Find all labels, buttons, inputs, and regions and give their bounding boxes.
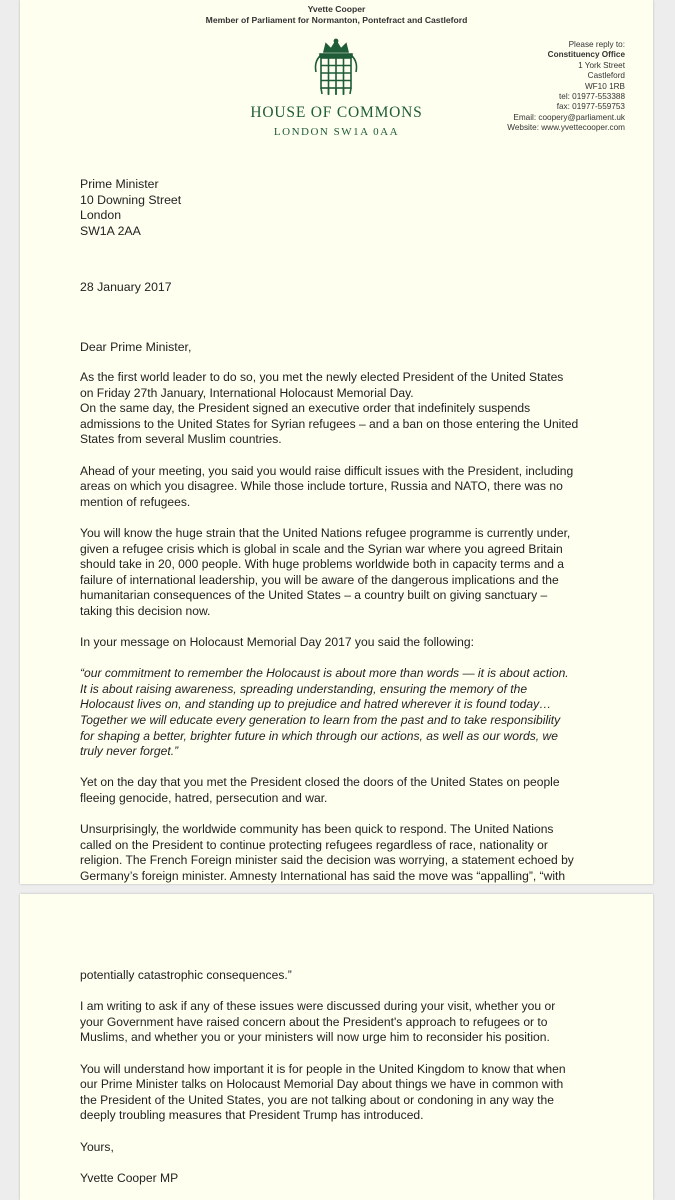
body-line: Germany’s foreign minister. Amnesty International has said the move was “appalling”, “with <box>80 869 566 883</box>
body-line: States from several Muslim countries. <box>80 432 282 447</box>
letter-page-1 <box>20 0 653 884</box>
letter-body-page-1 <box>80 370 620 885</box>
reply-label: Please reply to: <box>568 40 625 49</box>
body-line: called on the President to continue protecting refugees regardless of race, nationality or <box>80 837 548 852</box>
body-line: Yet on the day that you met the President closed the doors of the United States on people <box>80 775 560 790</box>
reply-tel: tel: 01977-553388 <box>558 92 625 102</box>
body-line: Unsurprisingly, the worldwide community has been quick to respond. The United Nations <box>80 822 554 837</box>
body-line: admissions to the United States for Syrian refugees – and a ban on those entering the United <box>80 416 579 431</box>
mp-name: Yvette Cooper <box>307 4 366 14</box>
body-line: should take in 20, 000 people. With huge problems worldwide both in capacity terms and a <box>80 557 565 572</box>
body-line: our Prime Minister talks on Holocaust Memorial Day about things we have in common with <box>80 1077 564 1092</box>
paragraph-2 <box>80 464 620 511</box>
quote-line: for shaping a better, brighter future in which through our actions, as well as our words, we <box>80 728 558 743</box>
body-line: You will know the huge strain that the United Nations refugee programme is currently under, <box>80 525 571 540</box>
letterhead-name <box>20 4 653 25</box>
body-line: religion. The French Foreign minister said the decision was worrying, a statement echoed by <box>80 853 574 868</box>
body-line: on Friday 27th January, International Holocaust Memorial Day. <box>80 385 414 400</box>
letter-date: 28 January 2017 <box>80 280 172 294</box>
letter-body-page-2 <box>80 968 625 1186</box>
body-line: areas on which you disagree. While those include torture, Russia and NATO, there was no <box>80 479 563 494</box>
recipient-address <box>80 177 181 239</box>
paragraph-4 <box>80 635 620 651</box>
quote-line: truly never forget.” <box>80 744 179 759</box>
reply-postcode: WF10 1RB <box>584 81 625 91</box>
body-line: humanitarian consequences of the United States – a country built on giving sanctuary – <box>80 588 548 603</box>
letter-page-2 <box>20 894 653 1200</box>
body-line: given a refugee crisis which is global in scale and the Syrian war where you agreed Britain <box>80 541 563 556</box>
recipient-line: London <box>80 208 122 222</box>
reply-street: 1 York Street <box>578 60 625 70</box>
body-line: mention of refugees. <box>80 494 191 509</box>
reply-email: Email: coopery@parliament.uk <box>513 112 625 122</box>
body-line: You will understand how important it is for people in the United Kingdom to know that when <box>80 1061 566 1076</box>
reply-office: Constituency Office <box>547 50 625 60</box>
body-line: taking this decision now. <box>80 603 211 618</box>
body-line: the President of the United States, you are not talking about or condoning in any way the <box>80 1092 554 1107</box>
reply-town: Castleford <box>587 71 625 81</box>
body-line: As the first world leader to do so, you met the newly elected President of the United States <box>80 370 564 384</box>
body-line: fleeing genocide, hatred, persecution and war. <box>80 791 328 806</box>
paragraph-3 <box>80 526 620 620</box>
reply-website: Website: www.yvettecooper.com <box>507 123 625 133</box>
mp-constituency: Member of Parliament for Normanton, Pontefract and Castleford <box>205 14 468 25</box>
paragraph-request <box>80 999 625 1046</box>
recipient-line: SW1A 2AA <box>80 223 141 238</box>
signature-name: Yvette Cooper MP <box>80 1170 179 1185</box>
body-line: In your message on Holocaust Memorial Day 2017 you said the following: <box>80 635 474 650</box>
paragraph-5 <box>80 775 620 806</box>
body-line: On the same day, the President signed an executive order that indefinitely suspends <box>80 401 531 416</box>
body-line: deeply troubling measures that President Trump has introduced. <box>80 1108 424 1123</box>
paragraph-1 <box>80 370 620 448</box>
house-address: LONDON SW1A 0AA <box>273 126 400 138</box>
reply-fax: fax: 01977-559753 <box>556 102 625 112</box>
body-line: Ahead of your meeting, you said you would raise difficult issues with the President, including <box>80 463 574 478</box>
salutation: Dear Prime Minister, <box>80 340 192 354</box>
house-name: HOUSE OF COMMONS <box>250 104 423 121</box>
recipient-line: 10 Downing Street <box>80 192 182 207</box>
paragraph-conclusion <box>80 1062 625 1124</box>
body-line: potentially catastrophic consequences.” <box>80 968 292 982</box>
paragraph-6 <box>80 822 620 884</box>
body-line: I am writing to ask if any of these issues were discussed during your visit, whether you or <box>80 999 556 1014</box>
quote-line: It is about raising awareness, spreading understanding, ensuring the memory of the <box>80 681 528 696</box>
closing: Yours, <box>80 1139 114 1154</box>
paragraph-continued <box>80 968 625 984</box>
quote-line: Together we will educate every generation to learn from the past and to take responsibility <box>80 713 561 728</box>
recipient-line: Prime Minister <box>80 177 159 191</box>
body-line: Muslims, and whether you or your ministers will now urge him to reconsider his position. <box>80 1030 550 1045</box>
holocaust-quote <box>80 666 620 760</box>
portcullis-crest-icon <box>310 38 362 98</box>
body-line: failure of international leadership, you will be aware of the dangerous implications and the <box>80 572 559 587</box>
quote-line: Holocaust lives on, and standing up to prejudice and hatred wherever it is found today… <box>80 697 552 712</box>
quote-line: “our commitment to remember the Holocaust is about more than words — it is about action. <box>80 666 569 681</box>
body-line: your Government have raised concern about the President's approach to refugees or to <box>80 1014 548 1029</box>
reply-address-block <box>507 40 625 134</box>
